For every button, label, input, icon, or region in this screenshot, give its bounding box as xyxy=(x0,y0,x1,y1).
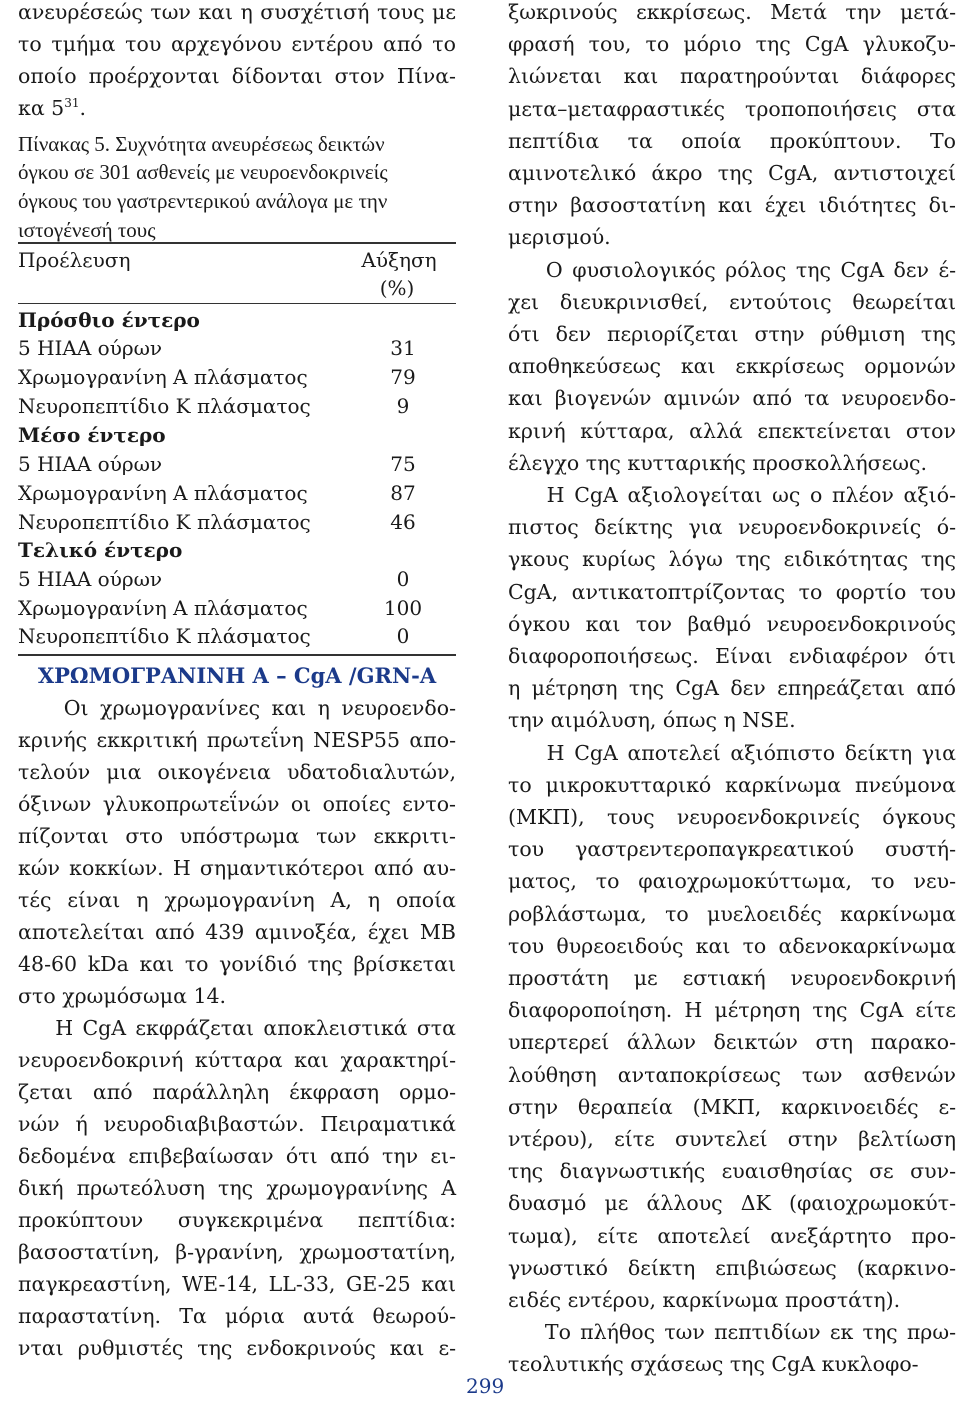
body-line: του γαστρεντεροπαγκρεατικού συστή- xyxy=(508,837,956,862)
body-line: δεδομένα επιβεβαίωσαν ότι από την ει- xyxy=(18,1144,456,1168)
body-line: παραστατίνη. Τα μόρια αυτά θεωρού- xyxy=(18,1304,456,1328)
body-line: λιώνεται και παρατηρούνται διάφορες xyxy=(508,64,956,89)
body-line: ροβλάστωμα, το μυελοειδές καρκίνωμα xyxy=(508,901,956,926)
body-line: αποθηκεύσεως και εκκρίσεως ορμονών xyxy=(508,354,956,379)
table-caption: όγκου σε 301 ασθενείς με νευροενδοκρινείς xyxy=(18,160,388,184)
table-caption: Πίνακας 5. Συχνότητα ανευρέσεως δεικτών xyxy=(18,132,385,156)
body-line: δική πρωτεόλυση της χρωμογρανίνης Α xyxy=(18,1176,456,1200)
page-number: 299 xyxy=(466,1374,505,1398)
body-line: διαφοροποίηση. Η μέτρηση της CgA είτε xyxy=(508,998,956,1023)
body-line: χει διευκρινισθεί, εντούτοις θεωρείται xyxy=(508,289,956,314)
body-line: Η CgA αποτελεί αξιόπιστο δείκτη για xyxy=(508,740,956,765)
body-line: στην βασοστατίνη και έχει ιδιότητες δι- xyxy=(508,193,956,218)
body-line: προκύπτουν συγκεκριμένα πεπτίδια: xyxy=(18,1208,456,1232)
body-line: υπερτερεί άλλων δεικτών στη παρακο- xyxy=(508,1030,956,1055)
citation-superscript: 31 xyxy=(64,96,80,111)
body-line: όγκου και τον βαθμό νευροενδοκρινούς xyxy=(508,611,956,636)
body-line: πίζονται στο υπόστρωμα των εκκριτι- xyxy=(18,824,456,848)
table-caption: όγκους του γαστρεντερικού ανάλογα με την xyxy=(18,189,388,213)
table-top-rule xyxy=(18,242,456,244)
body-line: βασοστατίνη, β-γρανίνη, χρωμοστατίνη, xyxy=(18,1240,456,1264)
body-line: διαφοροποιήσεως. Είναι ενδιαφέρον ότι xyxy=(508,644,956,668)
body-line: το μικροκυτταρικό καρκίνωμα πνεύμονα xyxy=(508,772,956,797)
body-line: γκους κυρίως λόγω της ειδικότητας της xyxy=(508,547,956,572)
body-line: τωμα), είτε αποτελεί ανεξάρτητο προ- xyxy=(508,1223,956,1248)
body-line: τεολυτικής σχάσεως της CgA κυκλοφο- xyxy=(508,1352,919,1377)
column-header-unit: (%) xyxy=(379,276,415,300)
body-line: CgA, αντικατοπτρίζοντας το φορτίο του xyxy=(508,579,956,604)
body-line: λούθηση ανταποκρίσεως των ασθενών xyxy=(508,1062,956,1087)
table-header-rule xyxy=(18,303,456,304)
body-line: Το πλήθος των πεπτιδίων εκ της πρω- xyxy=(508,1320,956,1345)
body-line: μετα–μεταφραστικές τροποποιήσεις στα xyxy=(508,96,956,121)
body-line: Οι χρωμογρανίνες και η νευροενδο- xyxy=(18,696,456,720)
body-line: φρασή του, το μόριο της CgA γλυκοζυ- xyxy=(508,32,956,57)
body-line: ζεται από παράλληλη έκφραση ορμο- xyxy=(18,1080,456,1104)
body-line: του θυρεοειδούς και το αδενοκαρκίνωμα xyxy=(508,933,956,958)
body-line: στο χρωμόσωμα 14. xyxy=(18,984,227,1008)
body-line: ματος, το φαιοχρωμοκύττωμα, το νευ- xyxy=(508,869,956,894)
body-line: δυασμό με άλλους ΔΚ (φαιοχρωμοκύτ- xyxy=(508,1191,956,1216)
body-line: πεπτίδια τα οποία προκύπτουν. Το xyxy=(508,128,956,153)
body-line: Ο φυσιολογικός ρόλος της CgA δεν έ- xyxy=(508,257,956,282)
body-line: όξινων γλυκοπρωτεΐνών οι οποίες εντο- xyxy=(18,792,456,816)
body-line: νευροενδοκρινή κύτταρα και χαρακτηρί- xyxy=(18,1048,456,1072)
body-line: παγκρεαστίνη, WE-14, LL-33, GE-25 και xyxy=(18,1272,456,1296)
body-line: κών κοκκίων. Η σημαντικότεροι από αυ- xyxy=(18,856,456,880)
intro-line: το τμήμα του αρχεγόνου εντέρου από το xyxy=(18,32,456,56)
body-line: έλεγχο της κυτταρικής προσκολλήσεως. xyxy=(508,450,927,475)
body-line: μερισμού. xyxy=(508,225,611,250)
body-line: τές είναι η χρωμογρανίνη Α, η οποία xyxy=(18,888,456,912)
body-line: αμινοτελικό άκρο της CgA, αντιστοιχεί xyxy=(508,161,956,185)
body-line: τελούν μια οικογένεια υδατοδιαλυτών, xyxy=(18,760,456,784)
body-line: και βιογενών αμινών από τα νευροενδο- xyxy=(508,386,956,411)
body-line: πιστος δείκτης για νευροενδοκρινείς ό- xyxy=(508,515,956,540)
intro-line: οποίο προέρχονται δίδονται στον Πίνα- xyxy=(18,64,456,88)
body-line: την αιμόλυση, όπως η NSE. xyxy=(508,708,796,733)
column-header-increase: Αύξηση xyxy=(361,248,437,272)
body-line: ειδές εντέρου, καρκίνωμα προστάτη). xyxy=(508,1288,901,1312)
body-line: προστάτη με εστιακή νευροενδοκρινή xyxy=(508,966,956,990)
body-line: νται ρυθμιστές της ενδοκρινούς και ε- xyxy=(18,1336,456,1360)
table-bottom-rule xyxy=(18,654,456,656)
section-heading: ΧΡΩΜΟΓΡΑΝΙΝΗ Α – CgA /GRN-A xyxy=(37,663,437,688)
body-line: ότι δεν περιορίζεται στην ρύθμιση της xyxy=(508,322,956,346)
body-line: νών ή νευροδιαβιβαστών. Πειραματικά xyxy=(18,1112,456,1136)
body-line: Η CgA εκφράζεται αποκλειστικά στα xyxy=(18,1016,456,1040)
intro-line-last: κα $5^{31}$. xyxy=(18,96,87,120)
intro-line: ανευρέσεώς των και η συσχέτισή τους με xyxy=(18,0,456,24)
body-line: 48-60 kDa και το γονίδιό της βρίσκεται xyxy=(18,952,456,976)
body-line: Η CgA αξιολογείται ως ο πλέον αξιό- xyxy=(508,483,956,507)
body-line: γνωστικό δείκτη επιβιώσεως (καρκινο- xyxy=(508,1255,956,1280)
body-line: της διαγνωστικής ευαισθησίας σε συν- xyxy=(508,1159,956,1184)
column-header-origin: Προέλευση xyxy=(18,248,131,272)
body-line: (ΜΚΠ), τους νευροενδοκρινείς όγκους xyxy=(508,805,956,829)
body-line: στην θεραπεία (ΜΚΠ, καρκινοειδές ε- xyxy=(508,1094,956,1119)
table-caption: ιστογένεσή τους xyxy=(18,218,156,242)
body-line: η μέτρηση της CgA δεν επηρεάζεται από xyxy=(508,676,956,701)
body-line: ντέρου), είτε συντελεί στην βελτίωση xyxy=(508,1127,956,1151)
body-line: κρινή κύτταρα, αλλά επεκτείνεται στον xyxy=(508,418,956,443)
body-line: αποτελείται από 439 αμινοξέα, έχει ΜΒ xyxy=(18,920,456,944)
body-line: ξωκρινούς εκκρίσεως. Μετά την μετά- xyxy=(508,0,956,24)
body-line: κρινής εκκριτική πρωτεΐνη NESP55 απο- xyxy=(18,728,456,752)
